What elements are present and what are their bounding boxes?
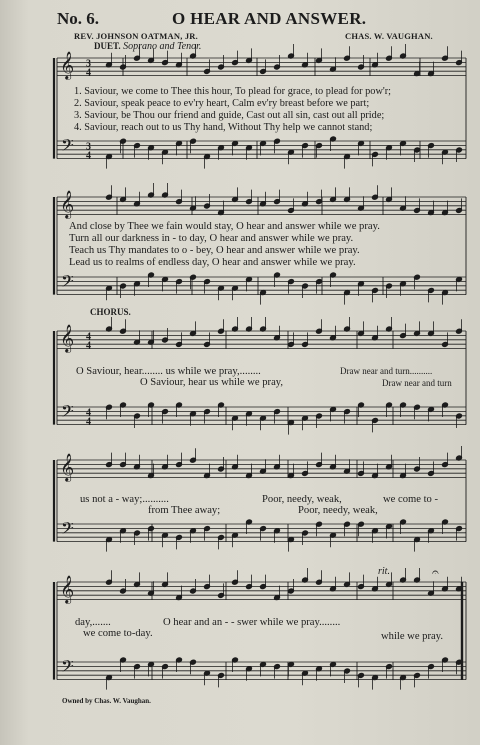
voicing-label: DUET. (94, 41, 121, 51)
time-signature-top: 3 (86, 58, 91, 70)
treble-clef-icon: 𝄞 (60, 192, 75, 218)
chorus-line2-upper-b: Poor, needy, weak, (262, 494, 342, 505)
verse-line-4: 4. Saviour, reach out to us Thy hand, Without Thy help we cannot stand; (74, 122, 373, 133)
treble-clef-icon: 𝄞 (60, 53, 75, 79)
chorus-line2-upper-c: we come to - (383, 494, 439, 505)
chorus-line3-upper-b: O hear and an - - swer while we pray........ (163, 617, 341, 628)
verse-ending-3: Teach us Thy mandates to o - bey, O hear and answer while we pray. (69, 245, 360, 256)
chorus-line1-lower: O Saviour, hear us while we pray, (140, 377, 284, 388)
chorus-line3-upper-a: day,....... (75, 617, 111, 628)
time-signature-top: 4 (86, 331, 91, 343)
verse-line-1: 1. Saviour, we come to Thee this hour, To plead for grace, to plead for pow'r; (74, 86, 392, 97)
bass-clef-icon: 𝄢 (61, 520, 74, 542)
ritardando-mark: rit. (378, 566, 390, 577)
fermata-icon: 𝄐 (432, 565, 439, 579)
chorus-line1-upper: O Saviour, hear........ us while we pray,........ (76, 366, 261, 377)
chorus-line2-lower-a: from Thee away; (148, 505, 221, 516)
lyricist-credit: REV. JOHNSON OATMAN, JR. (74, 31, 198, 41)
treble-clef-icon: 𝄞 (60, 455, 75, 481)
verse-ending-1: And close by Thee we fain would stay, O hear and answer while we pray. (69, 221, 380, 232)
chorus-line1-right-b: Draw near and turn (382, 378, 452, 388)
chorus-line2-lower-b: Poor, needy, weak, (298, 505, 378, 516)
chorus-label: CHORUS. (90, 307, 131, 317)
composer-credit: CHAS. W. VAUGHAN. (345, 31, 433, 41)
verse-line-3: 3. Saviour, be Thou our friend and guide, Cast out all sin, cast out all pride; (74, 110, 385, 121)
treble-clef-icon: 𝄞 (60, 577, 75, 603)
verse-ending-4: Lead us to realms of endless day, O hear and answer while we pray. (69, 257, 356, 268)
chorus-line3-lower-a: we come to-day. (83, 628, 153, 639)
hymn-title: O HEAR AND ANSWER. (172, 9, 367, 28)
time-signature-top: 4 (86, 407, 91, 419)
bass-clef-icon: 𝄢 (61, 658, 74, 680)
time-signature-bottom: 4 (86, 150, 91, 162)
chorus-line1-right-a: Draw near and turn.......... (340, 366, 433, 376)
chorus-line2-upper-a: us not a - way;.......... (80, 494, 169, 505)
treble-clef-icon: 𝄞 (60, 326, 75, 352)
time-signature-bottom: 4 (86, 416, 91, 428)
time-signature-top: 3 (86, 141, 91, 153)
owner-footer: Owned by Chas. W. Vaughan. (62, 697, 151, 705)
time-signature-bottom: 4 (86, 340, 91, 352)
hymn-number: No. 6. (57, 9, 100, 28)
bass-clef-icon: 𝄢 (61, 137, 74, 159)
verse-line-2: 2. Saviour, speak peace to ev'ry heart, Calm ev'ry breast before we part; (74, 98, 370, 109)
chorus-line3-lower-b: while we pray. (381, 631, 443, 642)
voicing-parts: Soprano and Tenor. (123, 41, 202, 52)
time-signature-bottom: 4 (86, 67, 91, 79)
bass-clef-icon: 𝄢 (61, 273, 74, 295)
verse-ending-2: Turn all our darkness in - to day, O hear and answer while we pray. (69, 233, 354, 244)
bass-clef-icon: 𝄢 (61, 403, 74, 425)
